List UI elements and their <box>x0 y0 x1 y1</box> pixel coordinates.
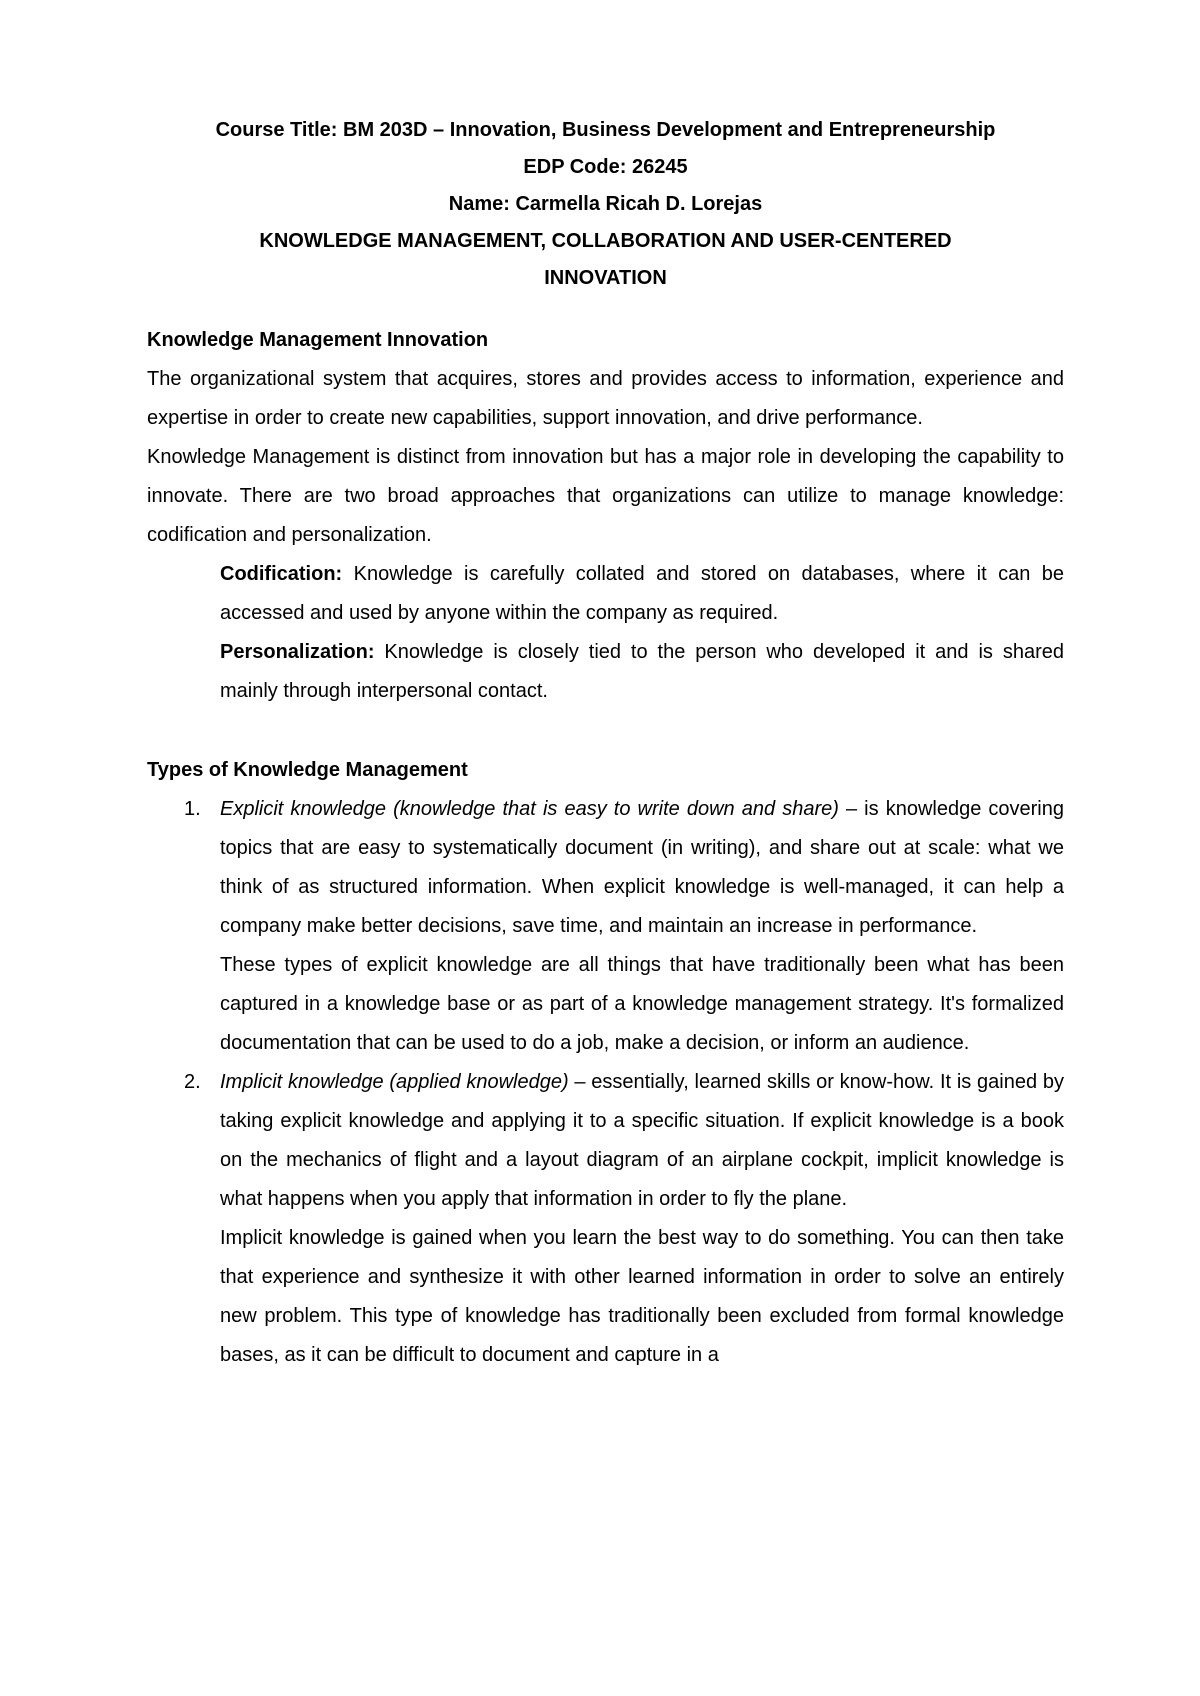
document-title-line-2: INNOVATION <box>544 267 667 289</box>
implicit-knowledge-followup: Implicit knowledge is gained when you learn the best way to do something. You can then take that experience and synthesize it with other learned information in order to solve an entirely new problem. This type of knowledge has traditionally been excluded from formal knowledge bases, as it can be difficult to document and capture in a <box>220 1227 1064 1366</box>
personalization-text: Knowledge is closely tied to the person who developed it and is shared mainly through interpersonal contact. <box>220 641 1064 702</box>
list-number: 1. <box>184 798 201 820</box>
explicit-knowledge-paragraph <box>220 790 1064 946</box>
edp-code: EDP Code: 26245 <box>523 156 688 178</box>
codification-text: Knowledge is carefully collated and stored on databases, where it can be accessed and used by anyone within the company as required. <box>220 563 1064 624</box>
section-heading-types-of-knowledge-management: Types of Knowledge Management <box>147 759 468 781</box>
codification-paragraph <box>220 555 1064 633</box>
implicit-knowledge-text: – essentially, learned skills or know-how. It is gained by taking explicit knowledge and applying it to a specific situation. If explicit knowledge is a book on the mechanics of flight and a layout diagram of an airplane cockpit, implicit knowledge is what happens when you apply that information in order to fly the plane. <box>220 1071 1065 1210</box>
explicit-knowledge-followup: These types of explicit knowledge are all things that have traditionally been what has been captured in a knowledge base or as part of a knowledge management strategy. It's formalized documentation that can be used to do a job, make a decision, or inform an audience. <box>220 954 1064 1054</box>
list-item-explicit-knowledge <box>184 790 1064 1063</box>
approaches-paragraph: Knowledge Management is distinct from innovation but has a major role in developing the capability to innovate. There are two broad approaches that organizations can utilize to manage knowledge: codification and personalization. <box>147 446 1064 546</box>
explicit-knowledge-text: – is knowledge covering topics that are easy to systematically document (in writing), and share out at scale: what we think of as structured information. When explicit knowledge is well-managed, it can help a company make better decisions, save time, and maintain an increase in performance. <box>220 798 1064 937</box>
explicit-knowledge-title: Explicit knowledge (knowledge that is easy to write down and share) <box>220 798 839 820</box>
implicit-knowledge-paragraph <box>220 1063 1064 1219</box>
codification-term: Codification: <box>220 563 343 585</box>
student-name: Name: Carmella Ricah D. Lorejas <box>448 193 763 215</box>
list-item-implicit-knowledge <box>184 1063 1065 1375</box>
document-header <box>147 112 1064 297</box>
document-title-line-1: KNOWLEDGE MANAGEMENT, COLLABORATION AND USER-CENTERED <box>259 230 952 252</box>
personalization-paragraph <box>220 633 1064 711</box>
knowledge-types-list <box>147 790 1064 1375</box>
course-title: Course Title: BM 203D – Innovation, Business Development and Entrepreneurship <box>215 119 996 141</box>
definition-paragraph: The organizational system that acquires, stores and provides access to information, experience and expertise in order to create new capabilities, support innovation, and drive performance. <box>147 368 1064 429</box>
personalization-term: Personalization: <box>220 641 375 663</box>
list-number: 2. <box>184 1071 201 1093</box>
section-heading-knowledge-management-innovation: Knowledge Management Innovation <box>147 329 489 351</box>
document-page <box>147 112 1064 1375</box>
implicit-knowledge-title: Implicit knowledge (applied knowledge) <box>220 1071 569 1093</box>
